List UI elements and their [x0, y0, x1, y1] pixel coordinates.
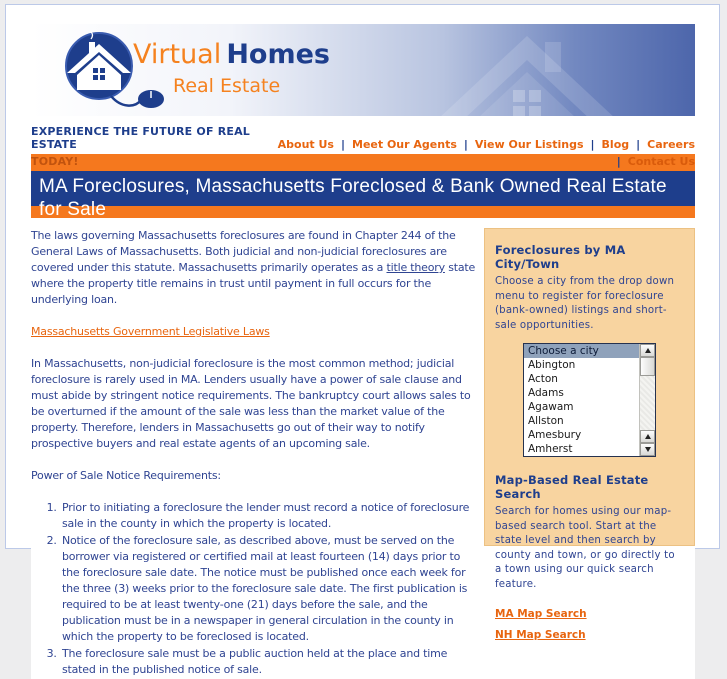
legislative-link-line: [31, 324, 476, 340]
sidebar-foreclosures-text: Choose a city from the drop down menu to register for foreclosure (bank-owned) listings and short-sale opportunities.: [495, 276, 675, 331]
city-option[interactable]: Acton: [528, 373, 558, 385]
ma-legislative-laws-link[interactable]: Massachusetts Government Legislative Laws: [31, 325, 270, 338]
nh-map-search-link[interactable]: NH Map Search: [495, 629, 586, 641]
logo-word-real-estate: Real Estate: [173, 75, 281, 97]
arrow-down-icon: [645, 447, 651, 452]
arrow-up-icon: [645, 434, 651, 439]
sidebar-foreclosures-heading: Foreclosures by MA City/Town: [495, 243, 626, 271]
city-option[interactable]: Allston: [528, 415, 564, 427]
city-select-listbox[interactable]: [523, 343, 656, 457]
arrow-up-icon: [645, 348, 651, 353]
ma-map-search-link[interactable]: MA Map Search: [495, 608, 587, 620]
nav-separator: |: [590, 138, 595, 151]
paragraph-1-text-end: state where the property title remains in trust until payment in full occurs for the underlying loan.: [31, 261, 476, 306]
tagline-line1: EXPERIENCE THE FUTURE OF REAL ESTATE: [31, 125, 251, 151]
paragraph-1-text: The laws governing Massachusetts foreclosures are found in Chapter 244 of the General Laws of Massachusetts. Both judicial and non-judicial foreclosures are covered under this statute. Massachusetts primarily operates as a: [31, 229, 456, 274]
main-nav: [278, 138, 695, 151]
city-options: [524, 344, 639, 456]
paragraph-1: [31, 228, 476, 308]
list-item: 1. Prior to initiating a foreclosure the lender must record a notice of foreclosure sale in the county in which the property is located.: [60, 500, 476, 533]
scroll-up-button[interactable]: [640, 344, 655, 357]
paragraph-3: Power of Sale Notice Requirements:: [31, 469, 221, 482]
scroll-up-button-bottom[interactable]: [640, 430, 655, 443]
listbox-scrollbar[interactable]: [639, 344, 655, 456]
nav-contact-wrap: [610, 155, 695, 169]
nav-blog[interactable]: Blog: [601, 138, 630, 151]
page-title: MA Foreclosures, Massachusetts Foreclosed & Bank Owned Real Estate for Sale: [31, 171, 695, 206]
city-option-choose[interactable]: Choose a city: [524, 344, 639, 358]
page-content: [31, 24, 695, 679]
nav-about-us[interactable]: About Us: [277, 138, 334, 151]
scroll-down-button[interactable]: [640, 443, 655, 456]
notice-requirements-list: [31, 500, 476, 679]
nav-view-our-listings[interactable]: View Our Listings: [474, 138, 584, 151]
tagline-line2: TODAY!: [31, 155, 79, 168]
sidebar-map-text: Search for homes using our map-based search tool. Start at the state level and then search by county and town, or go directly to a town using our quick search feature.: [495, 506, 675, 590]
city-option[interactable]: Agawam: [528, 401, 574, 413]
title-theory-link[interactable]: title theory: [386, 261, 445, 274]
title-band: [31, 154, 695, 218]
article: [31, 228, 476, 679]
header-banner: [31, 24, 695, 116]
nav-separator: |: [340, 138, 345, 151]
sidebar: [484, 228, 695, 641]
sidebar-map-links: [495, 602, 684, 644]
logo-wordmark: [133, 40, 353, 101]
scrollbar-thumb[interactable]: [640, 357, 655, 376]
nav-separator: |: [463, 138, 468, 151]
nav-separator: |: [616, 155, 621, 168]
city-option[interactable]: Adams: [528, 387, 564, 399]
scrollbar-track[interactable]: [640, 376, 655, 430]
tagline-nav-row: [31, 116, 695, 154]
paragraph-2: In Massachusetts, non-judicial foreclosure is the most common method; judicial foreclosure is rarely used in MA. Lenders usually have a power of sale clause and must abide by stringent notice requirements. The bankruptcy court allows sales to be overturned if the amount of the sale was less than the market value of the property. Therefore, lenders in Massachusetts go out of their way to notify prospective buyers and real estate agents of an upcoming sale.: [31, 357, 471, 450]
logo-word-virtual: Virtual: [133, 39, 222, 70]
city-option[interactable]: Abington: [528, 359, 576, 371]
list-item: 3. The foreclosure sale must be a public auction held at the place and time stated in the published notice of sale.: [60, 646, 476, 679]
city-option[interactable]: Amesbury: [528, 429, 582, 441]
nav-meet-our-agents[interactable]: Meet Our Agents: [352, 138, 457, 151]
page-frame: [5, 4, 720, 676]
sidebar-map-heading: Map-Based Real Estate Search: [495, 473, 649, 501]
nav-careers[interactable]: Careers: [647, 138, 695, 151]
logo-word-homes: Homes: [226, 39, 330, 70]
city-option[interactable]: Amherst: [528, 443, 573, 455]
house-watermark-icon: [377, 28, 677, 116]
nav-contact-us[interactable]: Contact Us: [627, 155, 695, 168]
nav-separator: |: [636, 138, 641, 151]
content-area: [31, 218, 695, 679]
band-row: [31, 155, 695, 169]
list-item: 2. Notice of the foreclosure sale, as described above, must be served on the borrower via registered or certified mail at least fourteen (14) days prior to the foreclosure sale date. The notice must be published once each week for the three (3) weeks prior to the foreclosure sale date. The first publication is required to be at least twenty-one (21) days before the sale, and the publication must be in a newspaper in general circulation in the county in which the property to be foreclosed is located.: [60, 533, 476, 646]
